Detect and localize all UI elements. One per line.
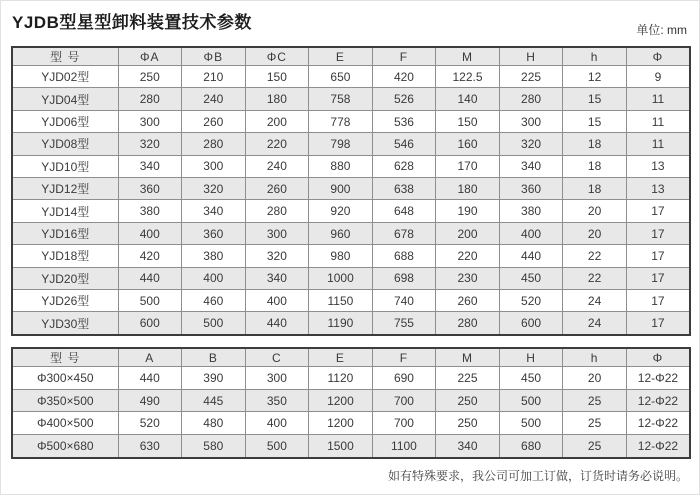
value-cell: 17 [626, 267, 690, 289]
value-cell: 536 [372, 110, 436, 132]
value-cell: 15 [563, 88, 627, 110]
value-cell: 320 [245, 245, 309, 267]
table-row [12, 412, 690, 435]
model-cell: YJD30型 [12, 312, 118, 335]
header-cell: h [563, 47, 627, 66]
value-cell: 400 [245, 412, 309, 435]
value-cell: 12-Φ22 [626, 389, 690, 412]
header-cell: ΦA [118, 47, 182, 66]
value-cell: 12-Φ22 [626, 412, 690, 435]
model-cell: Φ300×450 [12, 367, 118, 390]
value-cell: 1150 [309, 290, 373, 312]
value-cell: 546 [372, 133, 436, 155]
value-cell: 170 [436, 155, 500, 177]
model-cell: YJD04型 [12, 88, 118, 110]
value-cell: 24 [563, 290, 627, 312]
value-cell: 960 [309, 222, 373, 244]
table-row [12, 155, 690, 177]
header-cell: ΦB [182, 47, 246, 66]
value-cell: 11 [626, 110, 690, 132]
table-row [12, 367, 690, 390]
value-cell: 350 [245, 389, 309, 412]
table-row [12, 222, 690, 244]
value-cell: 25 [563, 435, 627, 458]
value-cell: 1190 [309, 312, 373, 335]
value-cell: 17 [626, 200, 690, 222]
value-cell: 25 [563, 412, 627, 435]
value-cell: 460 [182, 290, 246, 312]
value-cell: 340 [436, 435, 500, 458]
value-cell: 690 [372, 367, 436, 390]
value-cell: 680 [499, 435, 563, 458]
value-cell: 445 [182, 389, 246, 412]
value-cell: 400 [182, 267, 246, 289]
value-cell: 500 [499, 412, 563, 435]
value-cell: 520 [118, 412, 182, 435]
value-cell: 778 [309, 110, 373, 132]
value-cell: 340 [499, 155, 563, 177]
value-cell: 740 [372, 290, 436, 312]
flange-spec-table [11, 347, 691, 459]
value-cell: 526 [372, 88, 436, 110]
value-cell: 22 [563, 245, 627, 267]
value-cell: 1000 [309, 267, 373, 289]
value-cell: 17 [626, 312, 690, 335]
value-cell: 400 [245, 290, 309, 312]
header-cell: E [309, 348, 373, 367]
footer-note: 如有特殊要求，我公司可加工订做，订货时请务必说明。 [387, 469, 688, 483]
value-cell: 17 [626, 245, 690, 267]
value-cell: 13 [626, 155, 690, 177]
value-cell: 1100 [372, 435, 436, 458]
header-cell: E [309, 47, 373, 66]
value-cell: 980 [309, 245, 373, 267]
value-cell: 600 [118, 312, 182, 335]
value-cell: 300 [118, 110, 182, 132]
value-cell: 900 [309, 178, 373, 200]
header-cell: h [563, 348, 627, 367]
value-cell: 420 [118, 245, 182, 267]
value-cell: 340 [182, 200, 246, 222]
value-cell: 17 [626, 222, 690, 244]
model-cell: YJD10型 [12, 155, 118, 177]
table-row [12, 66, 690, 88]
value-cell: 180 [245, 88, 309, 110]
value-cell: 1200 [309, 412, 373, 435]
model-cell: Φ500×680 [12, 435, 118, 458]
value-cell: 12-Φ22 [626, 435, 690, 458]
value-cell: 140 [436, 88, 500, 110]
value-cell: 755 [372, 312, 436, 335]
value-cell: 22 [563, 267, 627, 289]
table-header-row [12, 47, 690, 66]
value-cell: 260 [182, 110, 246, 132]
header-cell: M [436, 47, 500, 66]
value-cell: 300 [499, 110, 563, 132]
value-cell: 880 [309, 155, 373, 177]
value-cell: 300 [245, 367, 309, 390]
model-cell: YJD20型 [12, 267, 118, 289]
value-cell: 18 [563, 178, 627, 200]
value-cell: 260 [245, 178, 309, 200]
value-cell: 200 [245, 110, 309, 132]
value-cell: 225 [499, 66, 563, 88]
value-cell: 18 [563, 155, 627, 177]
value-cell: 160 [436, 133, 500, 155]
model-cell: Φ350×500 [12, 389, 118, 412]
value-cell: 520 [499, 290, 563, 312]
table-row [12, 88, 690, 110]
value-cell: 122.5 [436, 66, 500, 88]
value-cell: 380 [118, 200, 182, 222]
header-cell: H [499, 47, 563, 66]
table-row [12, 133, 690, 155]
value-cell: 300 [182, 155, 246, 177]
header-cell: C [245, 348, 309, 367]
model-cell: YJD14型 [12, 200, 118, 222]
value-cell: 190 [436, 200, 500, 222]
value-cell: 500 [245, 435, 309, 458]
value-cell: 300 [245, 222, 309, 244]
model-cell: YJD16型 [12, 222, 118, 244]
value-cell: 280 [499, 88, 563, 110]
header-cell: F [372, 348, 436, 367]
value-cell: 250 [436, 389, 500, 412]
value-cell: 230 [436, 267, 500, 289]
model-cell: YJD06型 [12, 110, 118, 132]
value-cell: 420 [372, 66, 436, 88]
value-cell: 320 [499, 133, 563, 155]
value-cell: 210 [182, 66, 246, 88]
value-cell: 390 [182, 367, 246, 390]
value-cell: 15 [563, 110, 627, 132]
value-cell: 24 [563, 312, 627, 335]
header-cell: M [436, 348, 500, 367]
value-cell: 340 [245, 267, 309, 289]
value-cell: 500 [118, 290, 182, 312]
table-row [12, 290, 690, 312]
table-row [12, 389, 690, 412]
header-cell: Φ [626, 47, 690, 66]
value-cell: 1500 [309, 435, 373, 458]
model-cell: YJD02型 [12, 66, 118, 88]
value-cell: 340 [118, 155, 182, 177]
table-header-row [12, 348, 690, 367]
value-cell: 440 [118, 267, 182, 289]
unit-label: 单位: mm [636, 23, 687, 37]
value-cell: 280 [436, 312, 500, 335]
value-cell: 150 [245, 66, 309, 88]
value-cell: 440 [499, 245, 563, 267]
value-cell: 650 [309, 66, 373, 88]
model-cell: YJD18型 [12, 245, 118, 267]
value-cell: 920 [309, 200, 373, 222]
value-cell: 12 [563, 66, 627, 88]
table-row [12, 178, 690, 200]
value-cell: 25 [563, 389, 627, 412]
model-cell: YJD12型 [12, 178, 118, 200]
value-cell: 320 [118, 133, 182, 155]
value-cell: 1120 [309, 367, 373, 390]
value-cell: 628 [372, 155, 436, 177]
value-cell: 20 [563, 200, 627, 222]
value-cell: 280 [118, 88, 182, 110]
value-cell: 240 [245, 155, 309, 177]
value-cell: 320 [182, 178, 246, 200]
value-cell: 798 [309, 133, 373, 155]
value-cell: 600 [499, 312, 563, 335]
value-cell: 1200 [309, 389, 373, 412]
table-row [12, 267, 690, 289]
value-cell: 440 [245, 312, 309, 335]
header-cell: F [372, 47, 436, 66]
value-cell: 638 [372, 178, 436, 200]
value-cell: 400 [118, 222, 182, 244]
value-cell: 12-Φ22 [626, 367, 690, 390]
value-cell: 220 [245, 133, 309, 155]
table-row [12, 200, 690, 222]
value-cell: 11 [626, 133, 690, 155]
value-cell: 280 [245, 200, 309, 222]
value-cell: 18 [563, 133, 627, 155]
value-cell: 400 [499, 222, 563, 244]
value-cell: 698 [372, 267, 436, 289]
value-cell: 225 [436, 367, 500, 390]
value-cell: 450 [499, 267, 563, 289]
value-cell: 20 [563, 367, 627, 390]
header-cell: B [182, 348, 246, 367]
value-cell: 700 [372, 412, 436, 435]
value-cell: 13 [626, 178, 690, 200]
header-cell: 型 号 [12, 47, 118, 66]
value-cell: 630 [118, 435, 182, 458]
value-cell: 180 [436, 178, 500, 200]
value-cell: 700 [372, 389, 436, 412]
table-row [12, 245, 690, 267]
value-cell: 360 [118, 178, 182, 200]
value-cell: 360 [182, 222, 246, 244]
value-cell: 20 [563, 222, 627, 244]
value-cell: 280 [182, 133, 246, 155]
value-cell: 150 [436, 110, 500, 132]
value-cell: 440 [118, 367, 182, 390]
value-cell: 220 [436, 245, 500, 267]
page-title: YJDB型星型卸料装置技术参数 [12, 13, 252, 32]
value-cell: 450 [499, 367, 563, 390]
model-cell: YJD08型 [12, 133, 118, 155]
model-cell: Φ400×500 [12, 412, 118, 435]
value-cell: 580 [182, 435, 246, 458]
value-cell: 648 [372, 200, 436, 222]
table-row [12, 435, 690, 458]
value-cell: 688 [372, 245, 436, 267]
value-cell: 260 [436, 290, 500, 312]
value-cell: 500 [182, 312, 246, 335]
value-cell: 758 [309, 88, 373, 110]
header-cell: H [499, 348, 563, 367]
value-cell: 17 [626, 290, 690, 312]
value-cell: 360 [499, 178, 563, 200]
header-cell: Φ [626, 348, 690, 367]
value-cell: 500 [499, 389, 563, 412]
value-cell: 250 [118, 66, 182, 88]
main-spec-table [11, 46, 691, 336]
value-cell: 250 [436, 412, 500, 435]
value-cell: 11 [626, 88, 690, 110]
header-cell: ΦC [245, 47, 309, 66]
table-row [12, 110, 690, 132]
value-cell: 200 [436, 222, 500, 244]
value-cell: 380 [182, 245, 246, 267]
model-cell: YJD26型 [12, 290, 118, 312]
header-cell: A [118, 348, 182, 367]
value-cell: 9 [626, 66, 690, 88]
value-cell: 678 [372, 222, 436, 244]
header-cell: 型 号 [12, 348, 118, 367]
value-cell: 480 [182, 412, 246, 435]
value-cell: 380 [499, 200, 563, 222]
value-cell: 240 [182, 88, 246, 110]
value-cell: 490 [118, 389, 182, 412]
table-row [12, 312, 690, 335]
